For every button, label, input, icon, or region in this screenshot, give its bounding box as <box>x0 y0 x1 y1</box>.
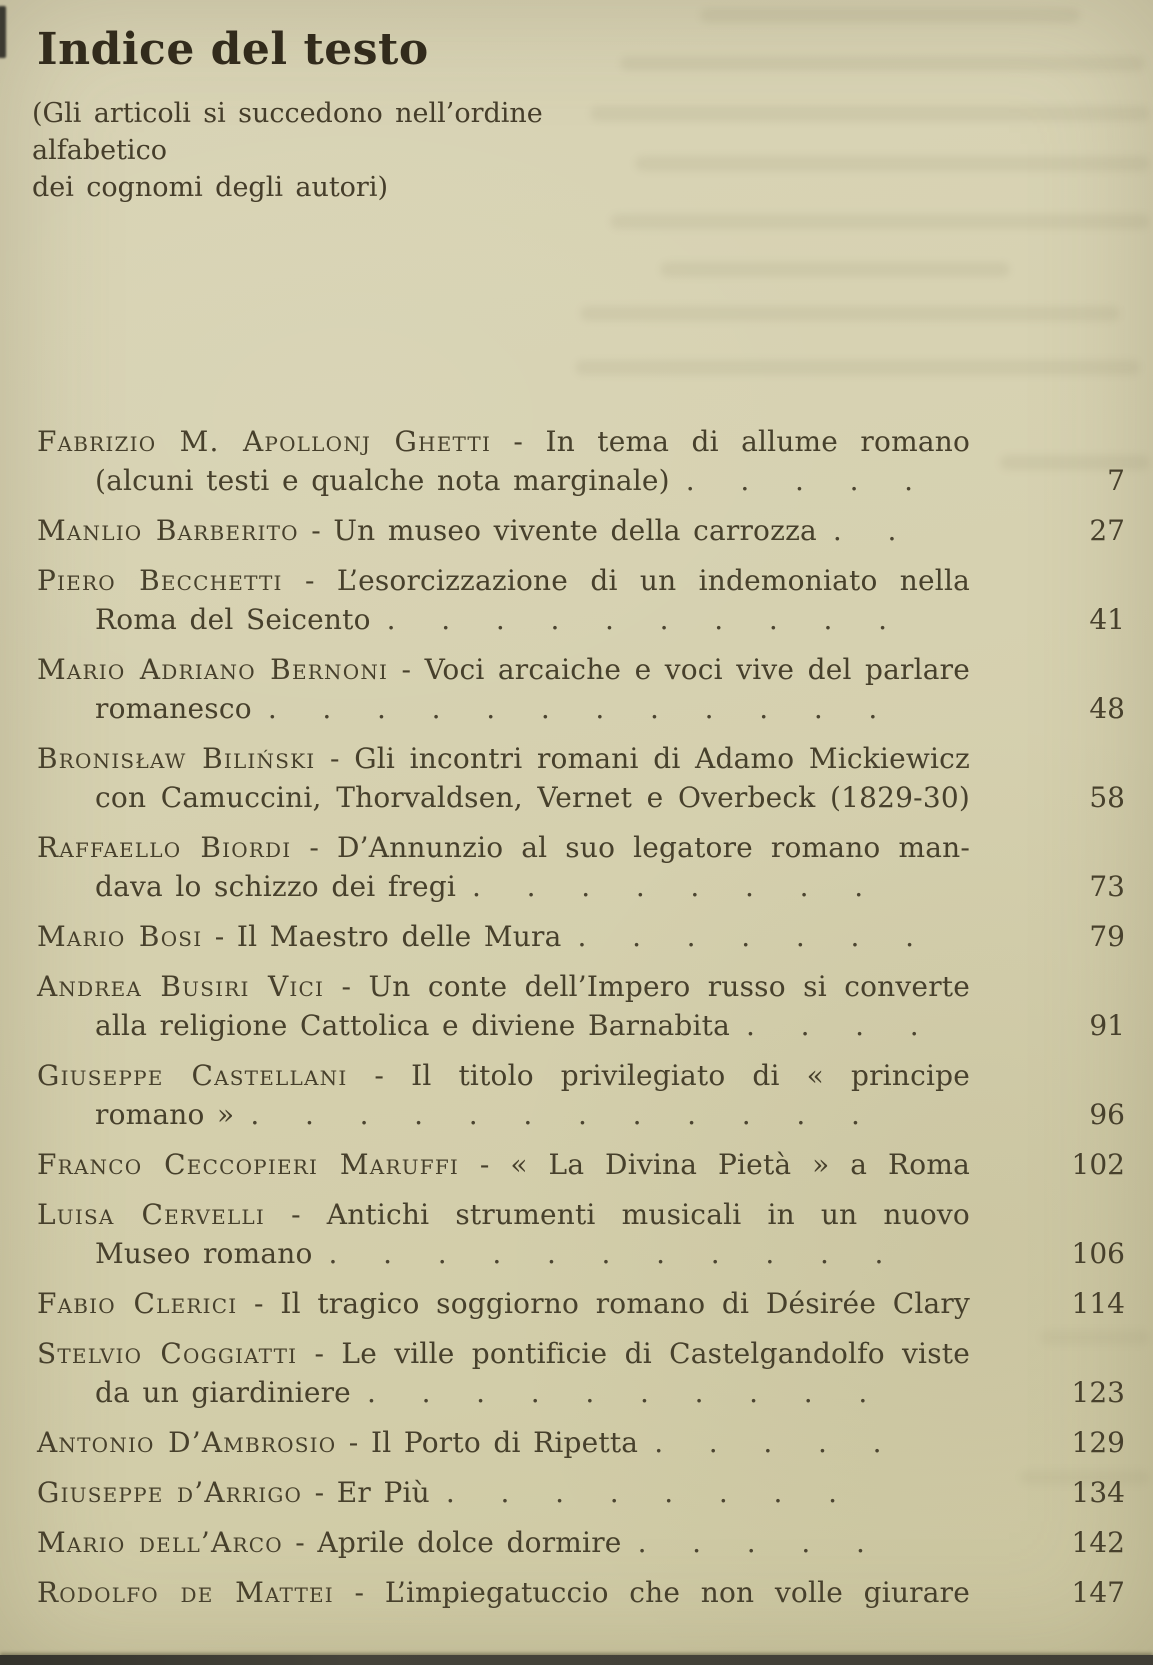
entry-title: Aprile dolce dormire <box>317 1526 622 1559</box>
entry-title-continuation: romanesco <box>95 692 252 725</box>
toc-entry <box>37 511 1125 550</box>
entry-line <box>37 1284 970 1323</box>
entry-page-number: 142 <box>1071 1526 1125 1559</box>
toc-entry <box>37 1473 1125 1512</box>
entry-author: Giuseppe d’Arrigo <box>37 1476 303 1509</box>
entry-author: Manlio Barberito <box>37 514 299 547</box>
entry-page-number: 58 <box>1089 781 1125 814</box>
scan-edge-bottom <box>0 1655 1153 1665</box>
page-title: Indice del testo <box>37 24 429 75</box>
entry-page-number: 7 <box>1107 464 1125 497</box>
entry-separator: - <box>291 1198 301 1231</box>
entry-page-number: 114 <box>1071 1287 1125 1320</box>
entry-title: Gli incontri romani di Adamo Mickiewicz <box>354 742 971 775</box>
dot-leader: . . . . . . . . <box>472 870 864 903</box>
dot-leader: . . . . . . . . . . <box>386 603 888 636</box>
entry-separator: - <box>314 1476 325 1509</box>
entry-line <box>37 1056 970 1095</box>
entry-title: D’Annunzio al suo legatore romano man- <box>337 831 970 864</box>
entry-author: Mario Adriano Bernoni <box>37 653 389 686</box>
entry-separator: - <box>311 514 321 547</box>
entry-page-number: 27 <box>1089 514 1125 547</box>
entry-separator: - <box>401 653 412 686</box>
entry-title: Il Porto di Ripetta <box>370 1426 639 1459</box>
entry-title-continuation: Roma del Seicento <box>95 603 371 636</box>
entry-line <box>37 1423 970 1462</box>
toc-entry <box>37 422 1125 500</box>
entry-separator: - <box>374 1059 385 1092</box>
entry-separator: - <box>354 1576 365 1609</box>
entry-title-continuation: romano » <box>95 1098 235 1131</box>
subtitle-line: (Gli articoli si succedono nell’ordine alfabetico <box>32 98 543 166</box>
entry-title: Voci arcaiche e voci vive del parlare <box>424 653 970 686</box>
entry-title-continuation: con Camuccini, Thorvaldsen, Vernet e Overbeck (1829-30) <box>95 781 970 814</box>
entry-title: Il tragico soggiorno romano di Désirée Clary <box>280 1287 970 1320</box>
entry-title: Il titolo privilegiato di « principe <box>411 1059 970 1092</box>
dot-leader: . . . . . . . . <box>445 1476 838 1509</box>
entry-separator: - <box>309 831 320 864</box>
entry-title: Er Più <box>336 1476 430 1509</box>
entry-page-number: 106 <box>1071 1237 1125 1270</box>
entry-page-number: 91 <box>1089 1009 1125 1042</box>
entry-line <box>37 650 970 689</box>
entry-line <box>37 828 970 867</box>
entry-line-continuation <box>37 1234 970 1273</box>
entry-title-continuation: alla religione Cattolica e diviene Barnabita <box>95 1009 730 1042</box>
entry-author: Giuseppe Castellani <box>37 1059 348 1092</box>
entry-author: Fabrizio M. Apollonj Ghetti <box>37 425 492 458</box>
toc-entry <box>37 1145 1125 1184</box>
entry-title-continuation: dava lo schizzo dei fregi <box>95 870 457 903</box>
entry-separator: - <box>348 1426 359 1459</box>
entry-line <box>37 561 970 600</box>
entry-separator: - <box>329 742 340 775</box>
dot-leader: . . <box>832 514 897 547</box>
toc-entry <box>37 828 1125 906</box>
dot-leader: . . . . . . . . . . . . <box>250 1098 861 1131</box>
dot-leader: . . . . . <box>685 464 914 497</box>
entry-page-number: 41 <box>1089 603 1125 636</box>
entry-line <box>37 1473 970 1512</box>
toc-entry <box>37 1334 1125 1412</box>
entry-author: Fabio Clerici <box>37 1287 238 1320</box>
entry-author: Franco Ceccopieri Maruffi <box>37 1148 460 1181</box>
dot-leader: . . . . <box>745 1009 919 1042</box>
entry-line-continuation <box>37 461 970 500</box>
entry-separator: - <box>295 1526 305 1559</box>
entry-title-continuation: Museo romano <box>95 1237 313 1270</box>
entry-line-continuation <box>37 1095 970 1134</box>
dot-leader: . . . . . <box>654 1426 882 1459</box>
entry-separator: - <box>341 970 352 1003</box>
entry-author: Mario dell’Arco <box>37 1526 283 1559</box>
entry-page-number: 73 <box>1089 870 1125 903</box>
toc-entry <box>37 917 1125 956</box>
entry-separator: - <box>314 1337 325 1370</box>
entry-author: Mario Bosi <box>37 920 203 953</box>
entry-line <box>37 739 970 778</box>
entry-separator: - <box>513 425 524 458</box>
entry-title: Il Maestro delle Mura <box>236 920 562 953</box>
ghost-line <box>700 8 1080 23</box>
entry-page-number: 102 <box>1071 1148 1125 1181</box>
entry-line-continuation <box>37 778 970 817</box>
entry-title: « La Divina Pietà » a Roma <box>510 1148 970 1181</box>
entry-title: L’esorcizzazione di un indemoniato nella <box>336 564 970 597</box>
dot-leader: . . . . . <box>637 1526 866 1559</box>
subtitle-line: dei cognomi degli autori) <box>32 172 389 203</box>
entry-line <box>37 1334 970 1373</box>
entry-author: Luisa Cervelli <box>37 1198 266 1231</box>
toc-entry <box>37 1573 1125 1612</box>
toc-entry <box>37 967 1125 1045</box>
dot-leader: . . . . . . . . . . . . <box>267 692 878 725</box>
page-content <box>32 22 1125 1623</box>
entry-line <box>37 1145 970 1184</box>
toc-entry <box>37 1423 1125 1462</box>
entry-author: Bronisław Biliński <box>37 742 316 775</box>
entry-page-number: 123 <box>1071 1376 1125 1409</box>
entry-author: Stelvio Coggiatti <box>37 1337 298 1370</box>
entry-title: In tema di allume romano <box>545 425 971 458</box>
entry-page-number: 147 <box>1071 1576 1125 1609</box>
entry-line <box>37 511 970 550</box>
entry-author: Andrea Busiri Vici <box>37 970 325 1003</box>
entry-line <box>37 1195 970 1234</box>
entry-line <box>37 917 970 956</box>
toc-entry <box>37 1195 1125 1273</box>
entry-title-continuation: (alcuni testi e qualche nota marginale) <box>95 464 670 497</box>
entry-line-continuation <box>37 1373 970 1412</box>
entry-line <box>37 967 970 1006</box>
entry-separator: - <box>479 1148 490 1181</box>
entry-title: Un conte dell’Impero russo si converte <box>368 970 970 1003</box>
entry-page-number: 79 <box>1089 920 1125 953</box>
entry-line <box>37 1573 970 1612</box>
entry-line-continuation <box>37 600 970 639</box>
entry-page-number: 129 <box>1071 1426 1125 1459</box>
toc-entry <box>37 650 1125 728</box>
entry-title: L’impiegatuccio che non volle giurare <box>384 1576 971 1609</box>
dot-leader: . . . . . . . . . . <box>366 1376 868 1409</box>
toc-entry <box>37 1056 1125 1134</box>
toc-entry <box>37 739 1125 817</box>
entry-separator: - <box>214 920 225 953</box>
entry-line <box>37 1523 970 1562</box>
entry-separator: - <box>254 1287 264 1320</box>
entry-title: Un museo vivente della carrozza <box>333 514 817 547</box>
entry-author: Raffaello Biordi <box>37 831 292 864</box>
toc-entry <box>37 1523 1125 1562</box>
entry-title: Antichi strumenti musicali in un nuovo <box>326 1198 970 1231</box>
entry-line-continuation <box>37 689 970 728</box>
entry-line-continuation <box>37 1006 970 1045</box>
entry-author: Antonio D’Ambrosio <box>37 1426 337 1459</box>
toc-list <box>37 422 1125 1612</box>
entry-title-continuation: da un giardiniere <box>95 1376 351 1409</box>
entry-page-number: 48 <box>1089 692 1125 725</box>
entry-separator: - <box>304 564 315 597</box>
entry-page-number: 134 <box>1071 1476 1125 1509</box>
entry-page-number: 96 <box>1089 1098 1125 1131</box>
toc-entry <box>37 561 1125 639</box>
page-subtitle <box>32 95 632 206</box>
entry-line-continuation <box>37 867 970 906</box>
entry-line <box>37 422 970 461</box>
entry-author: Piero Becchetti <box>37 564 283 597</box>
entry-author: Rodolfo de Mattei <box>37 1576 334 1609</box>
entry-title: Le ville pontificie di Castelgandolfo viste <box>341 1337 970 1370</box>
dot-leader: . . . . . . . <box>577 920 915 953</box>
toc-entry <box>37 1284 1125 1323</box>
scan-edge-mark <box>0 6 6 58</box>
dot-leader: . . . . . . . . . . . <box>328 1237 884 1270</box>
